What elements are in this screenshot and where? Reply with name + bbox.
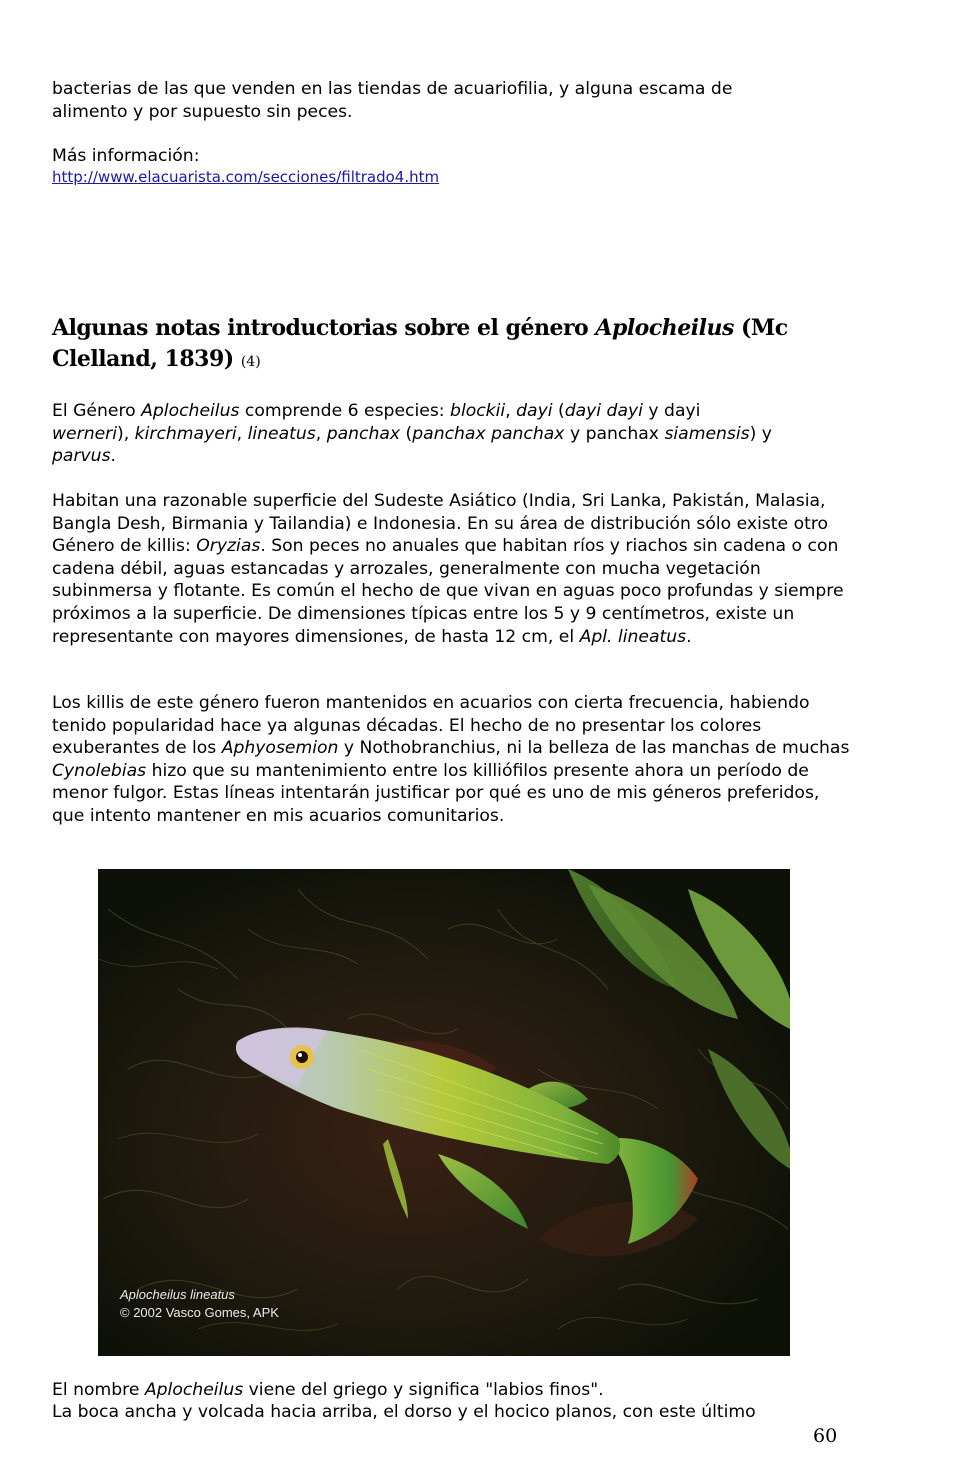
heading-reference: (4) [240, 354, 261, 370]
italic-run: panchax [326, 423, 401, 444]
italic-run: siamensis [664, 423, 750, 444]
paragraph-habitat [52, 490, 852, 648]
paragraph-species [52, 400, 852, 468]
heading-part-2: (Mc Clelland, 1839) [52, 315, 788, 372]
paragraph-mouth: La boca ancha y volcada hacia arriba, el dorso y el hocico planos, con este último [52, 1402, 756, 1422]
italic-run: Aphyosemion [221, 738, 339, 759]
italic-run: Apl. lineatus [579, 626, 687, 647]
text-run: , [505, 401, 517, 421]
italic-run: Aplocheilus [141, 401, 240, 421]
italic-run: Cynolebias [52, 760, 147, 781]
fish-photo [98, 869, 790, 1356]
section-heading [52, 313, 852, 378]
more-info-label: Más información: [52, 146, 200, 166]
text-run: ) y [749, 423, 772, 444]
text-run: y Nothobranchius, ni la belleza de las manchas de muchas [338, 738, 850, 759]
italic-run: blockii [450, 401, 506, 421]
intro-line-2: alimento y por supuesto sin peces. [52, 101, 353, 122]
text-run: Los killis de este género fueron mantenidos en acuarios con cierta frecuencia, habiendo tenido popularidad hace ya algunas décadas. El hecho de no presentar los colores exuberantes de los [52, 693, 810, 759]
photo-caption [120, 1286, 279, 1322]
fish-pupil [296, 1051, 308, 1063]
italic-run: Aplocheilus [144, 1380, 244, 1400]
paragraph-name-origin [52, 1379, 852, 1402]
text-run: , [236, 423, 248, 444]
text-run: y dayi [642, 401, 701, 421]
caption-species: Aplocheilus lineatus [120, 1287, 235, 1302]
page-number: 60 [813, 1425, 838, 1447]
intro-paragraph [52, 78, 852, 123]
text-run: ( [552, 401, 565, 421]
caption-copyright: © 2002 Vasco Gomes, APK [120, 1305, 279, 1320]
text-run: ( [400, 423, 413, 444]
text-run: ), [117, 423, 135, 444]
text-run: El nombre [52, 1380, 145, 1400]
italic-run: panchax panchax [412, 423, 565, 444]
italic-run: lineatus [247, 423, 316, 444]
italic-run: werneri [52, 423, 118, 444]
text-run: . Son peces no anuales que habitan ríos y riachos sin cadena o con cadena débil, aguas estancadas y arrozales, generalmente con mucha vegetación subinmersa y flotante. Es común el hecho de que vivan en aguas poco profundas y siempre próximos a la superficie. De dimensiones típicas entre los 5 y 9 centímetros, existe un representante con mayores dimensiones, de hasta 12 cm, el [52, 536, 844, 647]
fish-eye-highlight [298, 1053, 302, 1057]
italic-run: Oryzias [196, 536, 261, 557]
text-run: comprende 6 especies: [239, 401, 451, 421]
text-run: Habitan una razonable superficie del Sudeste Asiático (India, Sri Lanka, Pakistán, Malasia, Bangla Desh, Birmania y Tailandia) e Indonesia. En su área de distribución sólo existe otro Género de killis: [52, 491, 829, 557]
text-run: , [315, 423, 327, 444]
heading-part-1: Algunas notas introductorias sobre el género [52, 315, 596, 341]
intro-line-1: bacterias de las que venden en las tiendas de acuariofilia, y alguna escama de [52, 79, 733, 99]
text-run: viene del griego y significa "labios finos". [243, 1380, 604, 1400]
text-run: . [110, 446, 116, 467]
text-run: y panchax [564, 423, 665, 444]
italic-run: kirchmayeri [134, 423, 237, 444]
more-info-link[interactable]: http://www.elacuarista.com/secciones/filtrado4.htm [52, 168, 440, 186]
heading-genus: Aplocheilus [595, 315, 734, 341]
text-run: El Género [52, 401, 142, 421]
fish-illustration [98, 869, 790, 1356]
paragraph-history [52, 692, 852, 828]
text-run: hizo que su mantenimiento entre los killiófilos presente ahora un período de menor fulgor. Estas líneas intentarán justificar por qué es uno de mis géneros preferidos, que intento mantener en mis acuarios comunitarios. [52, 760, 820, 826]
italic-run: parvus [52, 446, 111, 467]
italic-run: dayi [516, 401, 553, 421]
italic-run: dayi dayi [564, 401, 643, 421]
text-run: . [686, 626, 692, 647]
